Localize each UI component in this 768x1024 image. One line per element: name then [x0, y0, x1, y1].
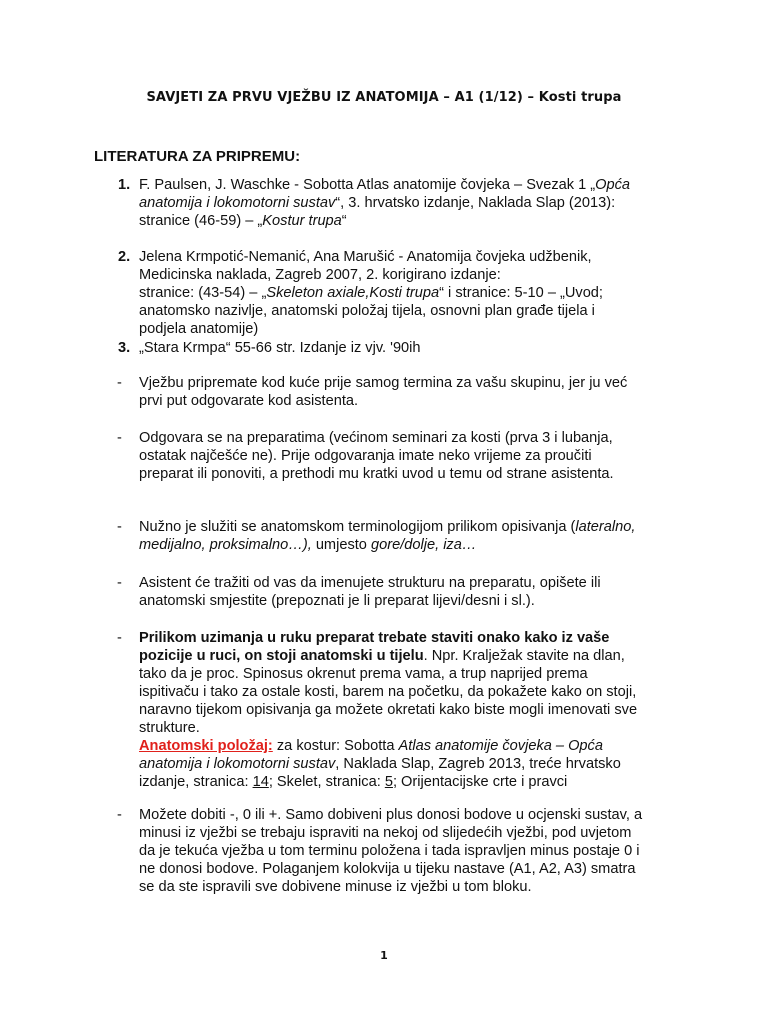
literature-heading: LITERATURA ZA PRIPREMU:	[94, 148, 301, 165]
literature-text: „Stara Krmpa“ 55-66 str. Izdanje iz vjv. '90ih	[139, 340, 421, 356]
bullet-text: prvi put odgovarate kod asistenta.	[139, 393, 359, 409]
bullet-dash: -	[117, 519, 122, 535]
bullet-text: Nužno je služiti se anatomskom terminologijom prilikom opisivanja (	[139, 519, 576, 535]
bullet-text: za kostur: Sobotta	[272, 738, 399, 754]
bullet-text: ne donosi bodove. Polaganjem kolokvija u tijeku nastave (A1, A2, A3) smatra	[139, 861, 636, 877]
bullet-text: Vježbu pripremate kod kuće prije samog termina za vašu skupinu, jer ju već	[139, 375, 628, 391]
page-number: 1	[380, 949, 388, 962]
literature-text-italic: Kostur trupa	[262, 213, 342, 229]
literature-number: 1.	[118, 177, 131, 193]
literature-text-italic: Opća	[595, 177, 631, 193]
literature-text: podjela anatomije)	[139, 321, 259, 337]
literature-text: Jelena Krmpotić-Nemanić, Ana Marušić - Anatomija čovjeka udžbenik,	[139, 249, 592, 265]
bullet-text: umjesto	[311, 537, 371, 553]
page-reference: 14	[252, 774, 269, 790]
bullet-text: se da ste ispravili sve dobivene minuse iz vježbi u tom bloku.	[139, 879, 532, 895]
literature-text: stranice: (43-54) – „	[139, 285, 267, 301]
bullet-text: ispitivaču i tako za ostale kosti, barem na početku, da pokažete kako on stoji,	[139, 684, 637, 700]
bullet-text: minusi iz vježbi se trebaju ispraviti na nekoj od slijedećih vježbi, pod uvjetom	[139, 825, 632, 841]
literature-text-italic: anatomija i lokomotorni sustav	[139, 195, 336, 211]
bullet-text-bold: Prilikom uzimanja u ruku preparat trebate staviti onako kako iz vaše	[139, 630, 610, 646]
literature-number: 3.	[118, 340, 131, 356]
anatomical-position-label: Anatomski položaj:	[139, 738, 273, 754]
bullet-dash: -	[117, 575, 122, 591]
bullet-text-italic: gore/dolje, iza…	[370, 537, 477, 553]
bullet-text: ; Skelet, stranica:	[268, 774, 385, 790]
bullet-text-italic: anatomija i lokomotorni sustav	[139, 756, 336, 772]
bullet-text: anatomski smjestite (prepoznati je li preparat lijevi/desni i sl.).	[139, 593, 535, 609]
bullet-text-italic: Atlas anatomije čovjeka – Opća	[398, 738, 603, 754]
bullet-text: naravno tijekom opisivanja ga možete okretati kako biste mogli imenovati sve	[139, 702, 638, 718]
bullet-text: preparat ili ponoviti, a prethodi mu kratki uvod u temu od strane asistenta.	[139, 466, 614, 482]
bullet-text: . Npr. Kralježak stavite na dlan,	[423, 648, 625, 664]
literature-text: Medicinska naklada, Zagreb 2007, 2. korigirano izdanje:	[139, 267, 501, 283]
bullet-text: ostatak najčešće ne). Prije odgovaranja imate neko vrijeme za proučiti	[139, 448, 592, 464]
bullet-text-italic: medijalno, proksimalno…),	[139, 537, 312, 553]
bullet-text: Odgovara se na preparatima (većinom seminari za kosti (prva 3 i lubanja,	[139, 430, 613, 446]
bullet-text: ; Orijentacijske crte i pravci	[392, 774, 568, 790]
bullet-text: Možete dobiti -, 0 ili +. Samo dobiveni plus donosi bodove u ocjenski sustav, a	[139, 807, 643, 823]
literature-text: “	[341, 213, 347, 229]
bullet-text-italic: lateralno,	[575, 519, 636, 535]
literature-text: “, 3. hrvatsko izdanje, Naklada Slap (2013):	[335, 195, 616, 211]
literature-text: anatomsko nazivlje, anatomski položaj tijela, osnovni plan građe tijela i	[139, 303, 595, 319]
bullet-text: Asistent će tražiti od vas da imenujete strukturu na preparatu, opišete ili	[139, 575, 601, 591]
bullet-dash: -	[117, 807, 122, 823]
document-title: SAVJETI ZA PRVU VJEŽBU IZ ANATOMIJA – A1 (1/12) – Kosti trupa	[146, 90, 622, 105]
bullet-text: , Naklada Slap, Zagreb 2013, treće hrvatsko	[335, 756, 621, 772]
bullet-text: tako da je proc. Spinosus okrenut prema vama, a trup naprijed prema	[139, 666, 588, 682]
bullet-text: strukture.	[139, 720, 200, 736]
bullet-dash: -	[117, 630, 122, 646]
bullet-text: da je tekuća vježba u tom terminu položena i tada ispravljen minus postaje 0 i	[139, 843, 640, 859]
literature-number: 2.	[118, 249, 131, 265]
literature-text: stranice (46-59) – „	[139, 213, 263, 229]
bullet-text: izdanje, stranica:	[139, 774, 253, 790]
literature-text: “ i stranice: 5-10 – „Uvod;	[439, 285, 603, 301]
page-reference: 5	[384, 774, 393, 790]
literature-text-italic: Skeleton axiale,Kosti trupa	[266, 285, 440, 301]
bullet-dash: -	[117, 430, 122, 446]
bullet-dash: -	[117, 375, 122, 391]
bullet-text-bold: pozicije u ruci, on stoji anatomski u tijelu	[139, 648, 424, 664]
literature-text: F. Paulsen, J. Waschke - Sobotta Atlas anatomije čovjeka – Svezak 1 „	[139, 177, 596, 193]
